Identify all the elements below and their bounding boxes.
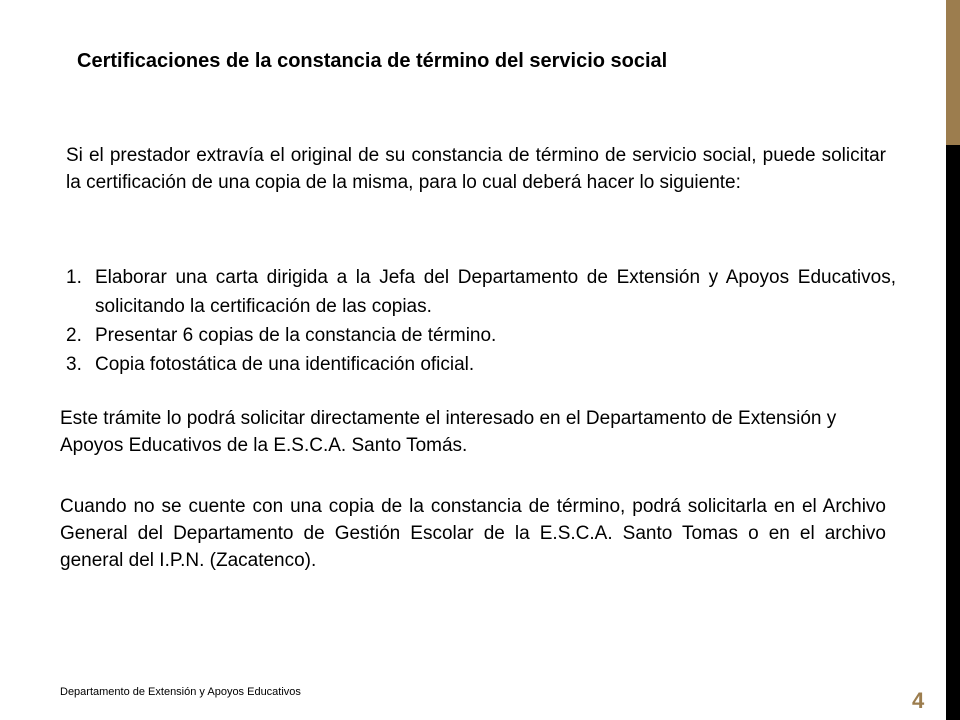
step-number: 2. [66, 325, 82, 346]
intro-paragraph: Si el prestador extravía el original de su constancia de término de servicio social, puede solicitar la certificación de una copia de la misma, para lo cual deberá hacer lo siguiente: [66, 145, 886, 193]
list-item [66, 350, 896, 379]
procedure-paragraph: Este trámite lo podrá solicitar directamente el interesado en el Departamento de Extensión y Apoyos Educativos de la E.S.C.A. Santo Tomás. [60, 408, 837, 456]
list-item [66, 263, 896, 321]
slide-title: Certificaciones de la constancia de término del servicio social [77, 50, 668, 72]
step-text: Copia fotostática de una identificación oficial. [95, 354, 475, 375]
step-number: 1. [66, 267, 82, 288]
steps-list [66, 263, 896, 379]
list-item [66, 321, 896, 350]
footer-department: Departamento de Extensión y Apoyos Educativos [60, 686, 301, 698]
step-text: Elaborar una carta dirigida a la Jefa del Departamento de Extensión y Apoyos Educativos, solicitando la certificación de las copias. [95, 267, 896, 317]
side-accent-bar [946, 0, 960, 145]
step-number: 3. [66, 354, 82, 375]
step-text: Presentar 6 copias de la constancia de término. [95, 325, 497, 346]
side-dark-bar [946, 145, 960, 720]
archive-paragraph: Cuando no se cuente con una copia de la constancia de término, podrá solicitarla en el Archivo General del Departamento de Gestión Escolar de la E.S.C.A. Santo Tomas o en el archivo general del I.P.N. (Zacatenco). [60, 496, 886, 571]
page-number: 4 [912, 688, 925, 713]
